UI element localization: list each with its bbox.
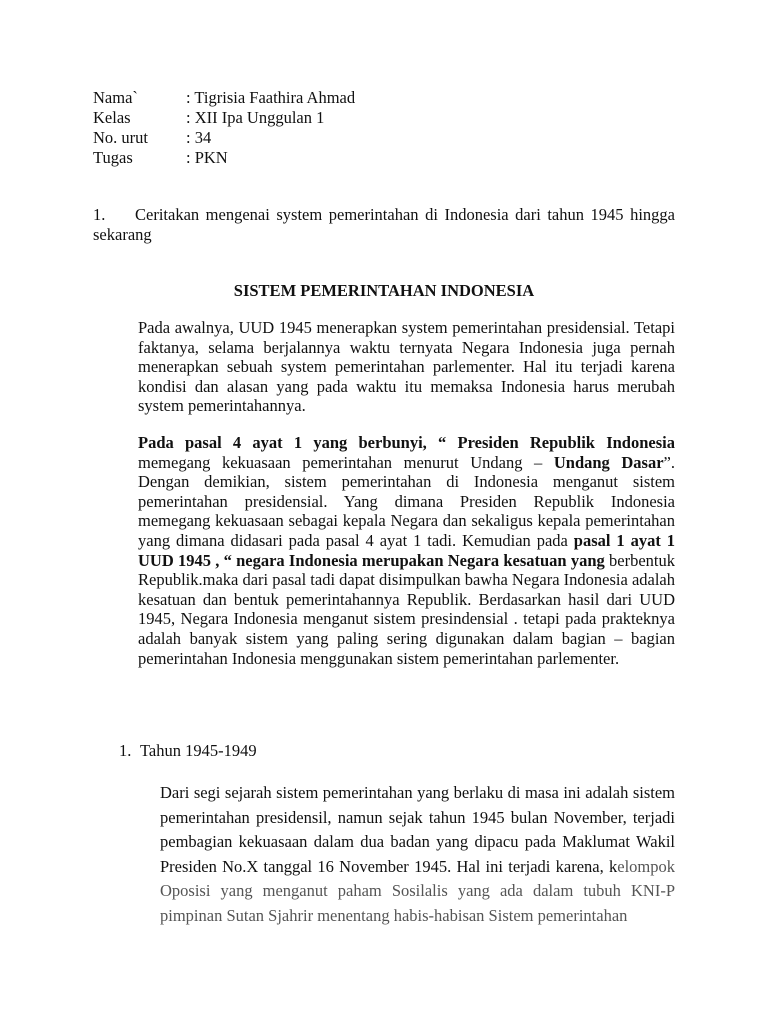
- section-heading-1945-1949: [119, 741, 257, 761]
- info-value: : 34: [186, 128, 212, 147]
- paragraph-text: Pada awalnya, UUD 1945 menerapkan system pemerintahan presidensial. Tetapi faktanya, selama berjalannya waktu ternyata Negara Indonesia juga pernah menerapkan sebuah system pemerintahan parlementer. Hal itu terjadi karena kondisi dan alasan yang pada waktu itu memaksa Indonesia harus merubah system pemerintahannya.: [138, 318, 675, 416]
- info-row-class: [93, 108, 355, 128]
- bold-phrase: Undang Dasar: [553, 452, 664, 472]
- section-number: 1.: [119, 741, 132, 760]
- question-text: Ceritakan mengenai system pemerintahan di Indonesia dari tahun 1945 hingga sekarang: [93, 205, 675, 244]
- info-label: Kelas: [93, 108, 131, 127]
- document-title: SISTEM PEMERINTAHAN INDONESIA: [233, 281, 535, 300]
- text-segment: Dari segi sejarah sistem pemerintahan yang berlaku di masa ini adalah sistem pemerintahan presidensil, namun sejak tahun 1945 bulan November, terjadi pembagian kekuasaan dalam dua badan yang dipacu pada Maklumat Wakil Presiden No.X tanggal 16 November 1945. Hal ini terjadi karena, k: [160, 783, 675, 876]
- info-value: : PKN: [186, 148, 228, 167]
- assignment-question: [93, 205, 675, 245]
- info-value: : XII Ipa Unggulan 1: [186, 108, 325, 127]
- text-segment: memegang kekuasaan pemerintahan menurut Undang –: [138, 452, 554, 472]
- bold-quote-intro: Pada pasal 4 ayat 1 yang berbunyi, “ Presiden Republik Indonesia: [138, 433, 675, 452]
- paragraph-intro: [93, 318, 675, 416]
- paragraph-constitution: [93, 433, 675, 668]
- text-segment: ”. Dengan demikian, sistem pemerintahan di Indonesia menganut sistem pemerintahan presidensial. Yang dimana Presiden Republik Indonesia memegang kekuasaan sebagai kepala Negara dan sekaligus kepala pemerintahan yang dimana didasari pada pasal 4 ayat 1 tadi. Kemudian pada: [138, 452, 675, 550]
- question-number: 1.: [93, 205, 106, 224]
- paragraph-text: [93, 433, 675, 668]
- info-row-number: [93, 128, 355, 148]
- student-info-block: [93, 88, 355, 168]
- text-segment: berbentuk Republik.maka dari pasal tadi dapat disimpulkan bawha Negara Indonesia adalah kesatuan dan bentuk pemerintahannya Republik. Berdasarkan hasil dari UUD 1945, Negara Indonesia menganut sistem presindensial . tetapi pada prakteknya adalah banyak sistem yang paling sering digunakan dalam bagian – bagian pemerintahan Indonesia menggunakan sistem pemerintahan parlementer.: [138, 550, 675, 668]
- info-label: Nama`: [93, 88, 138, 107]
- section-title: Tahun 1945-1949: [140, 741, 257, 760]
- info-label: Tugas: [93, 148, 133, 167]
- info-row-task: [93, 148, 355, 168]
- info-row-name: [93, 88, 355, 108]
- bold-quote-pasal: pasal 1 ayat 1 UUD 1945 , “ negara Indonesia merupakan Negara kesatuan yang: [138, 530, 675, 570]
- paragraph-text: [93, 781, 675, 929]
- info-label: No. urut: [93, 128, 148, 147]
- info-value: : Tigrisia Faathira Ahmad: [186, 88, 356, 107]
- paragraph-history: [93, 781, 675, 929]
- faded-text-segment: elompok Oposisi yang menganut paham Sosilalis yang ada dalam tubuh KNI-P pimpinan Sutan Sjahrir menentang habis-habisan Sistem pemerintahan: [160, 856, 675, 925]
